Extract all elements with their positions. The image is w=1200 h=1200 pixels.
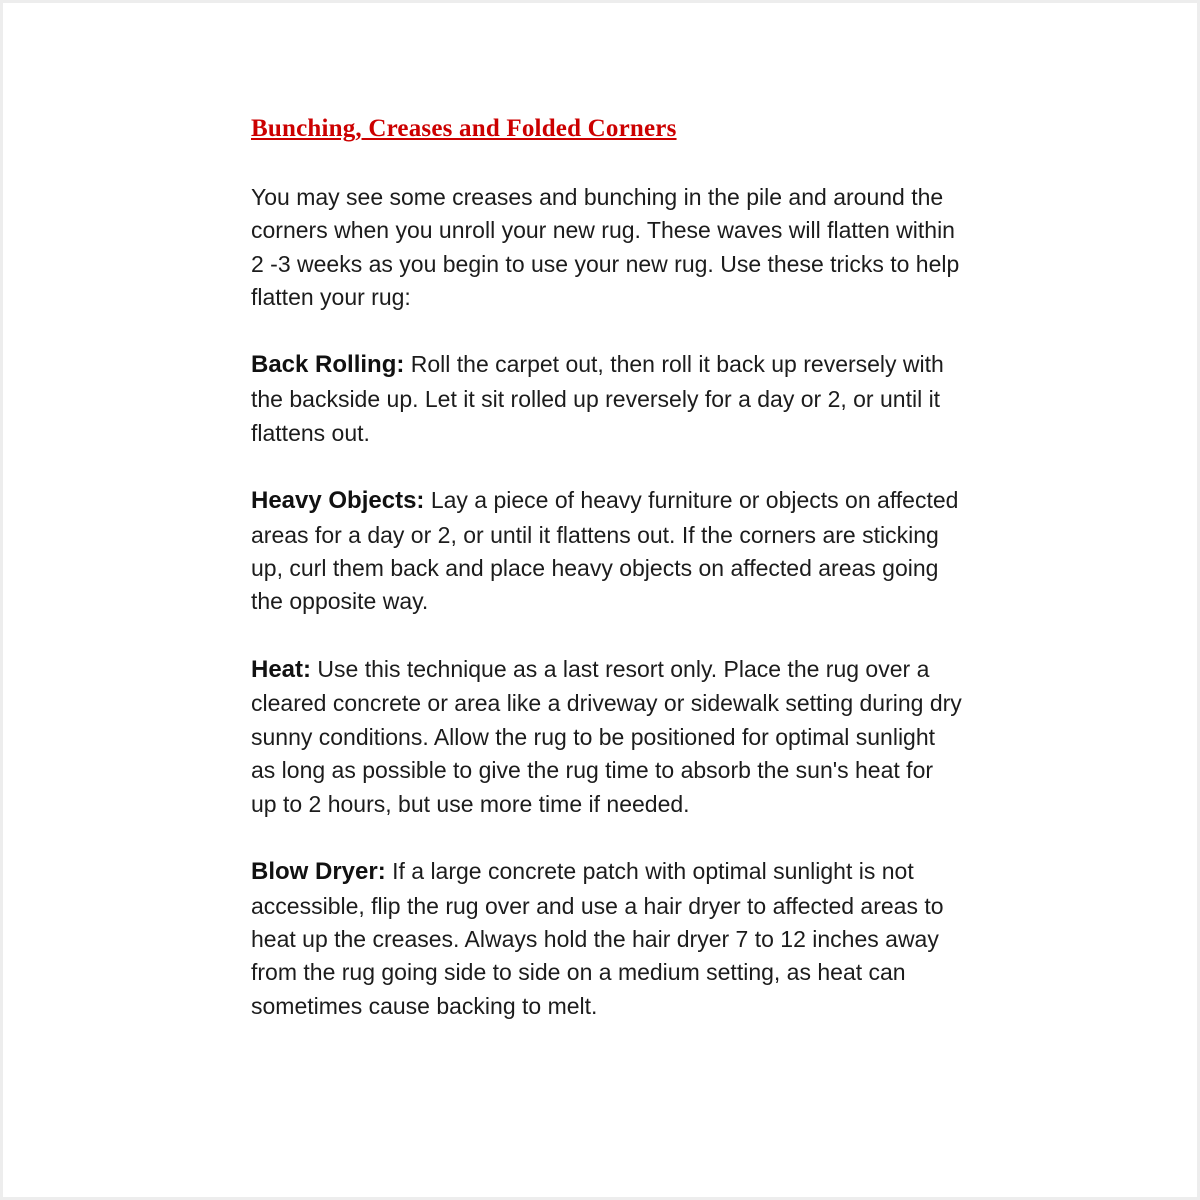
section-heavy-objects xyxy=(251,484,963,619)
section-label: Heavy Objects: xyxy=(251,486,425,514)
section-blow-dryer xyxy=(251,855,963,1023)
section-text: Lay a piece of heavy furniture or objects on affected areas for a day or 2, or until it flattens out. If the corners are sticking up, curl them back and place heavy objects on affected areas going the opposite way. xyxy=(251,486,959,615)
section-text: Use this technique as a last resort only. Place the rug over a cleared concrete or area like a driveway or sidewalk setting during dry sunny conditions. Allow the rug to be positioned for optimal sunlight as long as possible to give the rug time to absorb the sun's heat for up to 2 hours, but use more time if needed. xyxy=(251,655,962,817)
section-text: Roll the carpet out, then roll it back up reversely with the backside up. Let it sit rolled up reversely for a day or 2, or until it flattens out. xyxy=(251,351,944,446)
intro-paragraph: You may see some creases and bunching in the pile and around the corners when you unroll your new rug. These waves will flatten within 2 -3 weeks as you begin to use your new rug. Use these tricks to help flatten your rug: xyxy=(251,184,960,311)
section-text: If a large concrete patch with optimal sunlight is not accessible, flip the rug over and use a hair dryer to affected areas to heat up the creases. Always hold the hair dryer 7 to 12 inches away from the rug going side to side on a medium setting, as heat can sometimes cause backing to melt. xyxy=(251,857,944,1019)
section-label: Blow Dryer: xyxy=(251,857,386,885)
section-label: Back Rolling: xyxy=(251,351,405,379)
document-content xyxy=(251,115,963,1057)
section-label: Heat: xyxy=(251,655,312,683)
section-back-rolling xyxy=(251,348,963,449)
document-heading: Bunching, Creases and Folded Corners xyxy=(251,115,677,142)
section-heat xyxy=(251,653,963,821)
